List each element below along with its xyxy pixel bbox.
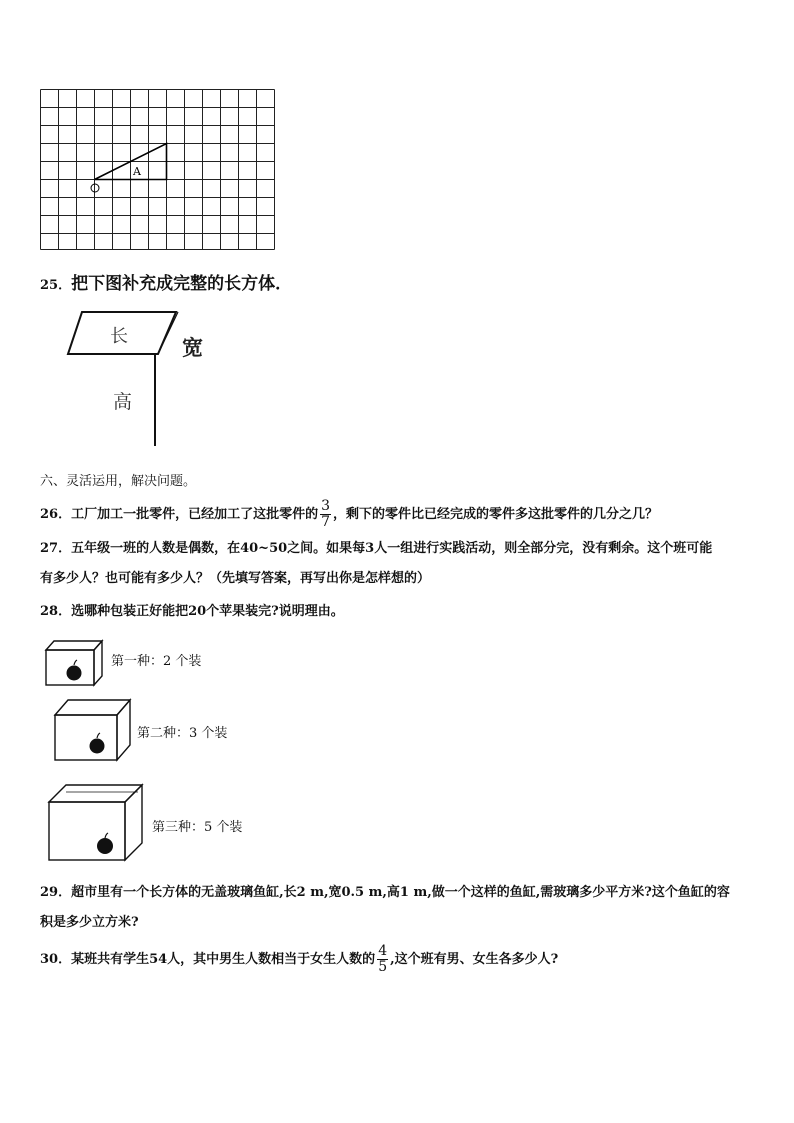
apple-icon — [90, 733, 105, 754]
question-27-line1 — [40, 540, 712, 558]
apple-icon — [67, 660, 82, 681]
q26-frac-den: 7 — [321, 514, 331, 530]
question-27-line2: 有多少人？也可能有多少人？（先填写答案，再写出你是怎样想的） — [40, 571, 431, 586]
q30-text-before: 某班共有学生54人，其中男生人数相当于女生人数的 — [71, 952, 376, 967]
q30-number: 30． — [40, 952, 72, 967]
question-26 — [40, 497, 658, 533]
q30-text-after: ,这个班有男、女生各多少人? — [390, 952, 559, 967]
q25-number: 25． — [40, 278, 72, 293]
q28-text: 选哪种包装正好能把20个苹果装完?说明理由。 — [71, 604, 344, 619]
question-29-line1 — [40, 884, 730, 902]
cuboid-figure — [66, 308, 216, 450]
q26-number: 26． — [40, 507, 72, 522]
label-o: O — [90, 194, 91, 195]
q30-frac-den: 5 — [378, 959, 388, 975]
q30-fraction — [377, 944, 388, 975]
question-30 — [40, 942, 558, 978]
package-box-2 — [52, 697, 134, 763]
q26-frac-num: 3 — [321, 498, 331, 514]
package-label-1: 第一种：2 个装 — [111, 654, 202, 669]
label-height: 高 — [113, 391, 133, 413]
label-width: 宽 — [182, 335, 203, 360]
q29-number: 29． — [40, 885, 72, 900]
package-label-3: 第三种：5 个装 — [152, 820, 243, 835]
q28-number: 28． — [40, 604, 72, 619]
grid-lines — [41, 90, 275, 250]
q26-text-after: ，剩下的零件比已经完成的零件多这批零件的几分之几？ — [333, 507, 659, 522]
q27-number: 27． — [40, 541, 72, 556]
package-box-1 — [44, 638, 106, 688]
q27-line1: 五年级一班的人数是偶数，在40~50之间。如果每3人一组进行实践活动，则全部分完，没有剩余。这个班可能 — [71, 541, 713, 556]
q26-text-before: 工厂加工一批零件，已经加工了这批零件的 — [71, 507, 319, 522]
q30-frac-num: 4 — [378, 943, 388, 959]
question-25 — [40, 275, 292, 295]
cuboid-width-edge — [158, 312, 178, 354]
apple-icon — [97, 833, 113, 854]
question-28 — [40, 603, 344, 621]
section-6-title: 六、灵活运用，解决问题。 — [40, 474, 197, 489]
package-label-2: 第二种：3 个装 — [137, 726, 228, 741]
q29-line1: 超市里有一个长方体的无盖玻璃鱼缸,长2 m,宽0.5 m,高1 m,做一个这样的鱼缸,需玻璃多少平方米?这个鱼缸的容 — [71, 885, 730, 900]
label-a: A — [133, 165, 141, 178]
package-box-3 — [46, 782, 146, 864]
label-length: 长 — [110, 326, 128, 347]
q25-text: 把下图补充成完整的长方体． — [71, 274, 293, 294]
grid-figure — [38, 87, 278, 253]
q26-fraction — [320, 499, 331, 530]
question-29-line2: 积是多少立方米? — [40, 915, 139, 930]
